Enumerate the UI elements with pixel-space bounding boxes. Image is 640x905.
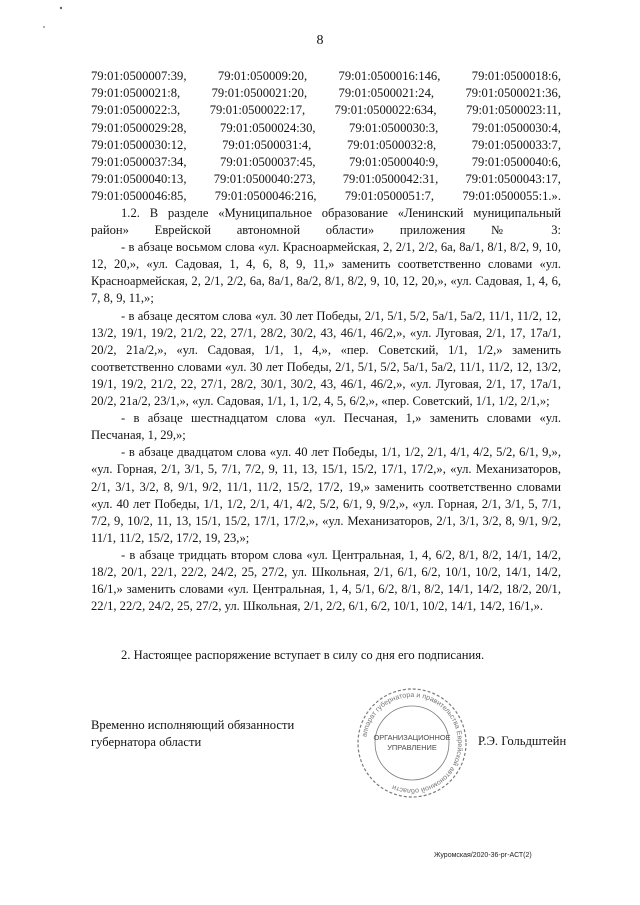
amendment-paragraph-32 xyxy=(91,547,561,615)
text-line: 9/2,», «ул. Горная, 2/1, 3/1, 5, 7/1, 7/2, 9, 10/2, 11, 13, 15/1, 15/2, 17/1, 17/2,», xyxy=(91,496,561,528)
text-line: «ул. Механизаторов, 2/1, 3/1, 3/2, 8, 9/1, 9/2, 11/1, 11/2, 15/2, 17/2, 19, 23,»; xyxy=(91,513,562,545)
cadastral-code: 79:01:0500022:3, xyxy=(91,103,181,118)
section-heading xyxy=(91,205,561,239)
signatory-title-line: Временно исполняющий обязанности xyxy=(91,718,295,732)
code-row xyxy=(91,68,561,85)
seal-center-text: УПРАВЛЕНИЕ xyxy=(387,743,437,752)
text-line: 6/1, 6/2, 10/1, 10/2, 14/1, 14/2, 16/1,». xyxy=(348,599,544,614)
signatory-name: Р.Э. Гольдштейн xyxy=(478,734,567,748)
cadastral-code: 79:01:0500018:6, xyxy=(471,69,561,83)
official-seal xyxy=(348,688,476,798)
text-line: муниципальный район» Еврейской автономной области» приложения № 3: xyxy=(91,206,562,238)
code-row xyxy=(91,102,561,119)
text-line: Механизаторов, 2/1, 3/1, 3/2, 8, 9/1, 9/2, 11/1, 11/2, 15/2, 17/2, 19,» заменить xyxy=(91,462,562,494)
cadastral-code: 79:01:0500007:39, xyxy=(91,69,187,83)
text-line: 6/1, 9,», «ул. Горная, 2/1, 3/1, 5, 7/1, 7/2, 9, 11, 13, 15/1, 15/2, 17/1, 17/2,», «ул. xyxy=(91,445,562,477)
cadastral-code: 79:01:0500021:36, xyxy=(465,86,561,101)
cadastral-code: 79:01:0500023:11, xyxy=(465,103,561,118)
text-line: 8/2, 9, 10, 12, 20,», «ул. Садовая, 1, 4, 6, 8, 9, 11,» заменить соответственно xyxy=(91,240,561,272)
text-line: Победы, 2/1, 5/1, 5/2, 5а/1, 5а/2, 11/1, 11/2, 12, 13/2, 19/1, 19/2, 21/2, 22, 27/1, xyxy=(91,359,562,391)
cadastral-code: 79:01:0500040:9, xyxy=(349,154,439,169)
amendment-paragraph-20 xyxy=(91,444,561,547)
cadastral-code: 79:01:0500046:85, xyxy=(91,189,187,204)
cadastral-code: 79:01:0500029:28, xyxy=(91,120,187,135)
text-line: - в абзаце тридцать втором слова «ул. Центральная, 1, 4, 6/2, 8/1, 8/2, xyxy=(121,547,502,562)
page-number: 8 xyxy=(316,33,324,48)
code-row xyxy=(91,171,561,188)
cadastral-code: 79:01:0500031:4, xyxy=(222,137,312,152)
document-code: Журомская/2020-36-рг-АСТ(2) xyxy=(434,852,532,859)
cadastral-code: 79:01:0500022:634, xyxy=(334,103,437,118)
cadastral-code: 79:01:0500040:6, xyxy=(471,154,561,169)
text-line: «ул. Песчаная, 1, 29,»; xyxy=(91,411,561,443)
cadastral-code: 79:01:0500016:146, xyxy=(338,69,441,83)
amendment-text xyxy=(91,205,561,615)
text-line: - в абзаце восьмом слова «ул. Красноармейская, 2, 2/1, 2/2, 6а, 8а/1, 8/1, xyxy=(121,240,507,255)
code-row xyxy=(91,120,561,137)
cadastral-code: 79:01:0500021:24, xyxy=(338,86,435,101)
text-line: «пер. Советский, 1/1, 1/2,» заменить соответственно словами «ул. 30 лет xyxy=(91,342,561,374)
cadastral-code: 79:01:050009:20, xyxy=(217,69,308,83)
cadastral-code: 79:01:0500051:7, xyxy=(344,189,435,204)
cadastral-codes xyxy=(91,68,561,206)
cadastral-code: 79:01:0500022:17, xyxy=(209,103,306,118)
text-line: - в абзаце шестнадцатом слова «ул. Песчаная, 1,» заменить словами xyxy=(121,411,532,426)
text-line: 11/1, 11/2, 12, 13/2, 19/1, 19/2, 21/2, 22, 27/1, 28/2, 30/2, 43, 46/1, 46/2,», xyxy=(91,308,562,340)
code-row xyxy=(91,137,561,154)
text-line: - в абзаце двадцатом слова «ул. 40 лет Победы, 1/1, 1/2, 2/1, 4/1, 4/2, 5/2, xyxy=(121,445,516,460)
text-line: 8/1, 8/2, 14/1, 14/2, 18/2, 20/1, 22/1, 22/2, 24/2, 25, 27/2, ул. Школьная, 2/1, 2/2, xyxy=(91,582,561,614)
cadastral-code: 79:01:0500040:13, xyxy=(91,172,187,187)
text-line: соответственно словами «ул. 40 лет Победы, 1/1, 1/2, 2/1, 4/1, 4/2, 5/2, 6/1, 9, xyxy=(91,479,562,511)
cadastral-code: 79:01:0500030:3, xyxy=(349,120,439,135)
signatory-title-line: губернатора области xyxy=(91,735,202,750)
cadastral-code: 79:01:0500037:34, xyxy=(91,154,187,169)
text-line: «ул. Садовая, 1/1, 1, 1/2, 4, 5, 6/2,», «пер. Советский, 1/1, 1/2, 2/1,»; xyxy=(192,394,550,409)
amendment-paragraph-8 xyxy=(91,239,561,307)
seal-ring-text: аппарат губернатора и правительства Еврейской автономной области xyxy=(361,691,464,795)
text-line: 20,», «ул. Садовая, 1, 4, 6, 7, 8, 9, 11,»; xyxy=(91,274,562,306)
text-line: «ул. Луговая, 2/1, 17, 17а/1, 20/2, 21а/2,», «ул. Садовая, 1/1, 1, 4,», xyxy=(91,325,561,357)
text-line: - в абзаце десятом слова «ул. 30 лет Победы, 2/1, 5/1, 5/2, 5а/1, 5а/2, xyxy=(121,308,486,323)
seal-center-text: ОРГАНИЗАЦИОННОЕ xyxy=(373,733,451,742)
text-line: 1.2. В разделе «Муниципальное образование «Ленинский xyxy=(121,206,464,220)
cadastral-code: 79:01:0500055:1.». xyxy=(462,189,561,204)
code-row xyxy=(91,154,561,171)
text-line: 10/1, 10/2, 14/1, 14/2, 16/1,» заменить словами «ул. Центральная, 1, 4, 5/1, 6/2, xyxy=(91,564,561,597)
cadastral-code: 79:01:0500037:45, xyxy=(220,154,316,169)
text-line: 14/1, 14/2, 18/2, 20/1, 22/1, 22/2, 24/2, 25, 27/2, ул. Школьная, 2/1, 6/1, 6/2, xyxy=(91,547,561,579)
cadastral-code: 79:01:0500033:7, xyxy=(471,137,561,152)
signatory-title xyxy=(91,717,294,751)
code-row xyxy=(91,188,561,205)
text-line: словами «ул. Красноармейская, 2, 2/1, 2/2, 6а, 8а/1, 8а/2, 8/1, 8/2, 9, 10, 12, xyxy=(91,257,561,289)
cadastral-code: 79:01:0500024:30, xyxy=(220,120,316,135)
cadastral-code: 79:01:0500032:8, xyxy=(346,137,437,152)
cadastral-code: 79:01:0500043:17, xyxy=(465,172,561,187)
cadastral-code: 79:01:0500021:8, xyxy=(91,86,181,101)
text-line: 28/2, 30/1, 30/2, 43, 46/1, 46/2,», «ул. Луговая, 2/1, 17, 17а/1, 20/2, 21а/2, 23/1,», xyxy=(91,376,561,409)
cadastral-code: 79:01:0500042:31, xyxy=(342,172,439,187)
amendment-paragraph-10 xyxy=(91,308,561,411)
cadastral-code: 79:01:0500040:273, xyxy=(213,172,316,187)
code-row xyxy=(91,85,561,102)
cadastral-code: 79:01:0500046:216, xyxy=(214,189,317,204)
cadastral-code: 79:01:0500030:4, xyxy=(471,120,561,135)
amendment-paragraph-16 xyxy=(91,410,561,444)
cadastral-code: 79:01:0500021:20, xyxy=(211,86,308,101)
closing-statement: 2. Настоящее распоряжение вступает в силу со дня его подписания. xyxy=(121,648,485,662)
cadastral-code: 79:01:0500030:12, xyxy=(91,137,187,152)
